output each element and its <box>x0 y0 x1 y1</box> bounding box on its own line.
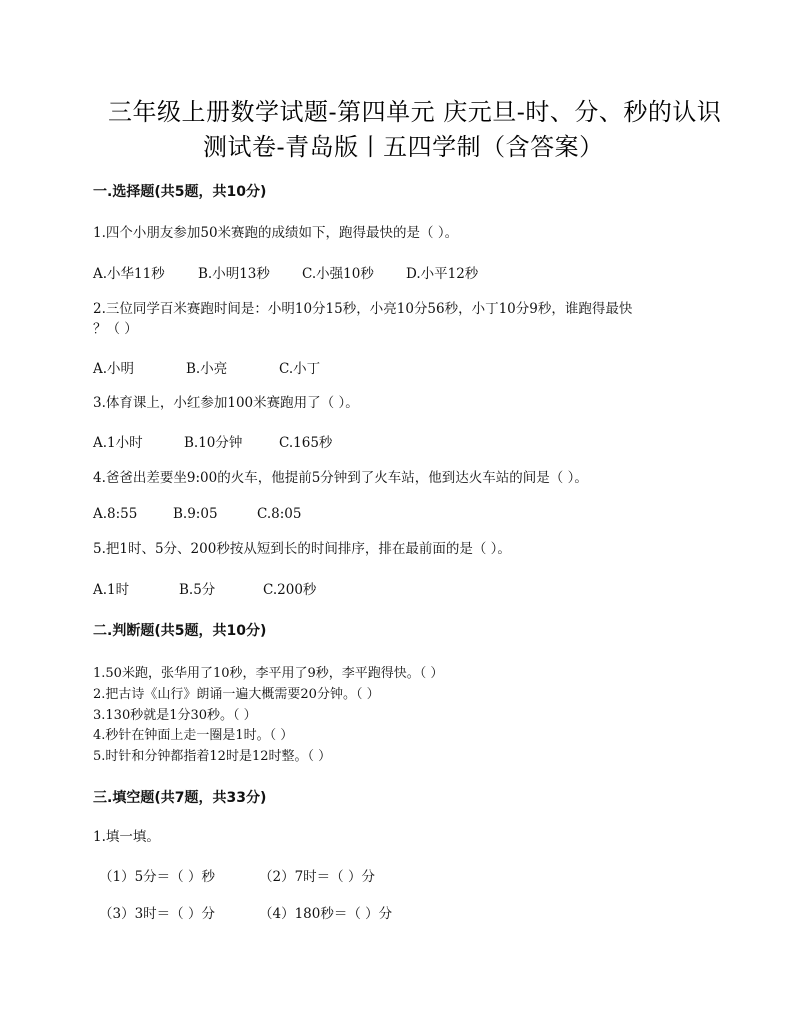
option-c: C.小强10秒 <box>302 266 374 282</box>
option-b: B.小亮 <box>186 361 228 377</box>
judge-item-5: 5.时针和分钟都指着12时是12时整。（ ） <box>93 749 332 764</box>
fill-item-3: （3）3时＝（ ）分 <box>99 906 215 922</box>
option-c: C.165秒 <box>279 435 333 451</box>
option-a: A.1时 <box>93 582 130 598</box>
section-heading-judge: 二.判断题(共5题，共10分) <box>93 623 267 639</box>
document-title-line-1: 三年级上册数学试题-第四单元 庆元旦-时、分、秒的认识 <box>108 98 722 126</box>
option-c: C.小丁 <box>279 361 321 377</box>
fill-item-2: （2）7时＝（ ）分 <box>259 869 375 885</box>
option-b: B.5分 <box>179 582 216 598</box>
option-a: A.小明 <box>93 361 135 377</box>
choice-question-3: 3.体育课上，小红参加100米赛跑用了（ ）。 <box>93 395 359 411</box>
option-a: A.8:55 <box>93 506 138 522</box>
fill-item-4: （4）180秒＝（ ）分 <box>259 906 393 922</box>
choice-question-1: 1.四个小朋友参加50米赛跑的成绩如下，跑得最快的是（ ）。 <box>93 225 459 241</box>
fill-question-1: 1.填一填。 <box>93 829 160 845</box>
judge-item-2: 2.把古诗《山行》朗诵一遍大概需要20分钟。（ ） <box>93 687 380 702</box>
fill-item-1: （1）5分＝（ ）秒 <box>99 869 215 885</box>
option-b: B.10分钟 <box>184 435 243 451</box>
choice-question-5: 5.把1时、5分、200秒按从短到长的时间排序，排在最前面的是（ ）。 <box>93 541 511 557</box>
option-b: B.小明13秒 <box>198 266 270 282</box>
choice-question-2-line-2: ？（ ） <box>93 321 138 337</box>
option-c: C.200秒 <box>263 582 317 598</box>
judge-item-3: 3.130秒就是1分30秒。（ ） <box>93 708 257 723</box>
option-a: A.1小时 <box>93 435 143 451</box>
choice-question-4: 4.爸爸出差要坐9:00的火车，他提前5分钟到了火车站，他到达火车站的间是（ ）。 <box>93 470 588 486</box>
section-heading-choice: 一.选择题(共5题，共10分) <box>93 184 267 200</box>
section-heading-fill: 三.填空题(共7题，共33分) <box>93 790 267 806</box>
judge-item-4: 4.秒针在钟面上走一圈是1时。（ ） <box>93 728 294 743</box>
option-a: A.小华11秒 <box>93 266 165 282</box>
judge-item-1: 1.50米跑，张华用了10秒，李平用了9秒，李平跑得快。（ ） <box>93 666 444 681</box>
option-d: D.小平12秒 <box>406 266 479 282</box>
option-b: B.9:05 <box>173 506 218 522</box>
choice-question-2-line-1: 2.三位同学百米赛跑时间是：小明10分15秒，小亮10分56秒，小丁10分9秒，谁跑得最快 <box>93 301 633 317</box>
document-title-line-2: 测试卷-青岛版丨五四学制（含答案） <box>203 133 604 161</box>
option-c: C.8:05 <box>257 506 302 522</box>
